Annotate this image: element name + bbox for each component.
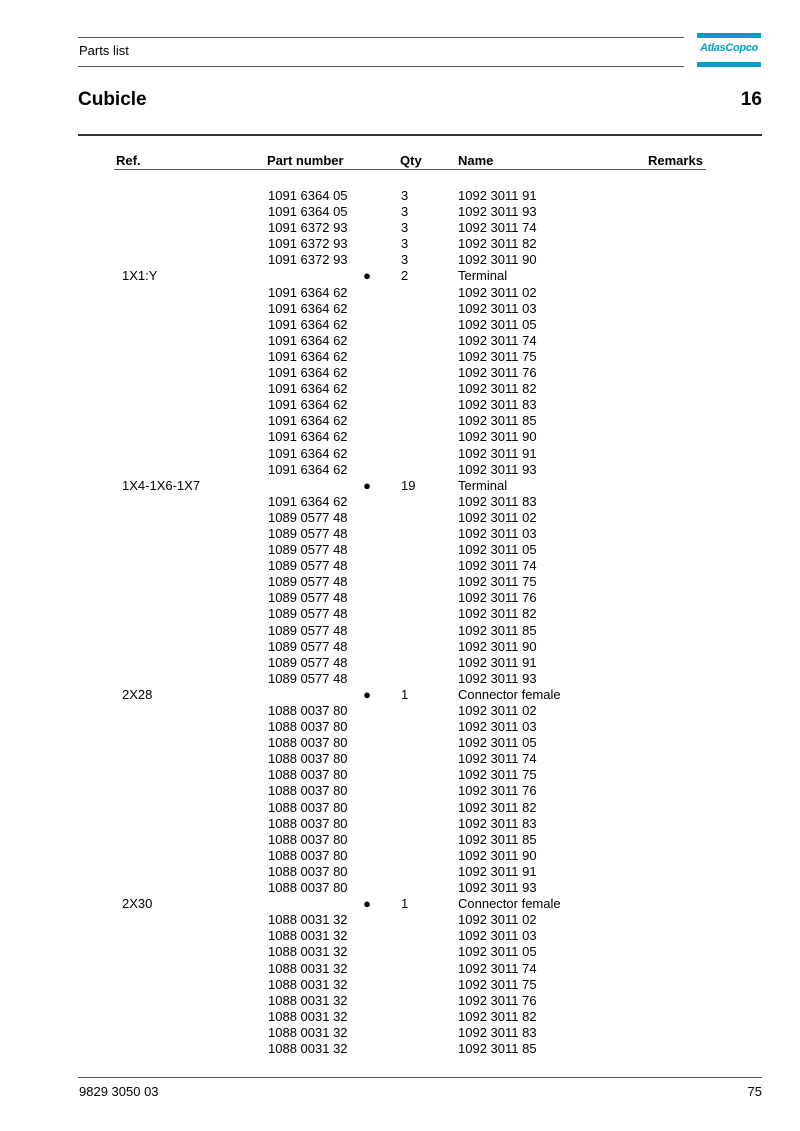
qty-cell: 3 xyxy=(401,236,409,252)
table-row xyxy=(0,558,800,574)
part-number-cell: 1088 0037 80 xyxy=(268,735,348,751)
table-row xyxy=(0,429,800,445)
name-cell: 1092 3011 05 xyxy=(458,944,537,960)
table-row xyxy=(0,301,800,317)
part-number-cell: 1088 0037 80 xyxy=(268,703,348,718)
header-top-rule xyxy=(78,37,684,38)
table-row xyxy=(0,735,800,751)
logo-text: AtlasCopco xyxy=(699,42,759,54)
name-cell: 1092 3011 02 xyxy=(458,912,537,928)
part-number-cell: 1088 0037 80 xyxy=(268,815,348,831)
part-number-cell: 1088 0037 80 xyxy=(268,783,348,799)
table-row xyxy=(0,510,800,526)
name-cell: 1092 3011 76 xyxy=(458,365,537,381)
name-cell: 1092 3011 82 xyxy=(458,381,537,397)
part-number-cell: 1088 0031 32 xyxy=(268,1024,348,1040)
table-row xyxy=(0,462,800,478)
part-number-cell: 1088 0037 80 xyxy=(268,880,348,896)
table-row xyxy=(0,285,800,301)
name-cell: 1092 3011 05 xyxy=(458,735,537,751)
qty-cell: 1 xyxy=(401,896,409,912)
page-title: Cubicle xyxy=(78,89,147,110)
name-cell: 1092 3011 90 xyxy=(458,429,537,445)
name-cell: Terminal xyxy=(458,477,508,493)
name-cell: 1092 3011 05 xyxy=(458,316,537,332)
part-number-cell: 1089 0577 48 xyxy=(268,509,348,525)
name-cell: 1092 3011 76 xyxy=(458,783,537,799)
table-row xyxy=(0,478,800,494)
table-row xyxy=(0,655,800,671)
table-row xyxy=(0,623,800,639)
name-cell: 1092 3011 82 xyxy=(458,236,537,252)
name-cell: 1092 3011 76 xyxy=(458,992,537,1008)
part-number-cell: 1091 6364 62 xyxy=(268,365,348,381)
table-row xyxy=(0,880,800,896)
part-number-cell: 1088 0037 80 xyxy=(268,751,348,767)
name-cell: 1092 3011 83 xyxy=(458,1024,537,1040)
table-row xyxy=(0,928,800,944)
part-number-cell: 1089 0577 48 xyxy=(268,638,348,654)
table-row xyxy=(0,446,800,462)
name-cell: 1092 3011 74 xyxy=(458,332,537,348)
table-row xyxy=(0,993,800,1009)
part-number-cell: 1088 0037 80 xyxy=(268,719,348,735)
table-row xyxy=(0,1009,800,1025)
part-number-cell: 1091 6364 05 xyxy=(268,188,348,203)
name-cell: 1092 3011 74 xyxy=(458,960,537,976)
table-row xyxy=(0,1025,800,1041)
table-row xyxy=(0,333,800,349)
table-row xyxy=(0,912,800,928)
part-number-cell: 1091 6364 62 xyxy=(268,284,348,300)
column-header-remarks: Remarks xyxy=(648,153,703,168)
name-cell: 1092 3011 02 xyxy=(458,703,537,718)
table-row xyxy=(0,413,800,429)
ref-cell: 2X28 xyxy=(122,686,153,702)
name-cell: 1092 3011 75 xyxy=(458,767,537,783)
table-row xyxy=(0,220,800,236)
ref-cell: 1X1:Y xyxy=(122,268,158,284)
table-row xyxy=(0,687,800,703)
section-number: 16 xyxy=(740,89,762,110)
header-bottom-rule xyxy=(78,66,684,67)
qty-cell: 3 xyxy=(401,252,409,268)
qty-cell: 2 xyxy=(401,268,409,284)
table-row xyxy=(0,1041,800,1057)
table-row xyxy=(0,703,800,719)
part-number-cell: 1089 0577 48 xyxy=(268,654,348,670)
footer-rule xyxy=(78,1077,762,1078)
table-row xyxy=(0,800,800,816)
name-cell: 1092 3011 83 xyxy=(458,493,537,509)
table-row xyxy=(0,767,800,783)
part-number-cell: 1089 0577 48 xyxy=(268,574,348,590)
table-row xyxy=(0,349,800,365)
name-cell: 1092 3011 02 xyxy=(458,284,537,300)
part-number-cell: 1088 0031 32 xyxy=(268,1008,348,1024)
name-cell: 1092 3011 85 xyxy=(458,1040,537,1056)
part-number-cell: 1088 0031 32 xyxy=(268,1040,348,1056)
part-number-cell: 1089 0577 48 xyxy=(268,590,348,606)
table-row xyxy=(0,783,800,799)
name-cell: 1092 3011 03 xyxy=(458,928,537,944)
name-cell: 1092 3011 75 xyxy=(458,574,537,590)
name-cell: 1092 3011 91 xyxy=(458,863,537,879)
name-cell: 1092 3011 82 xyxy=(458,799,537,815)
table-row xyxy=(0,977,800,993)
column-header-rule xyxy=(114,169,706,170)
part-number-cell: 1091 6364 62 xyxy=(268,445,348,461)
part-number-cell: 1091 6364 62 xyxy=(268,413,348,429)
name-cell: 1092 3011 91 xyxy=(458,445,537,461)
name-cell: 1092 3011 90 xyxy=(458,847,537,863)
table-row xyxy=(0,896,800,912)
name-cell: 1092 3011 74 xyxy=(458,558,537,574)
part-number-cell: 1089 0577 48 xyxy=(268,542,348,558)
part-number-cell: 1091 6364 62 xyxy=(268,348,348,364)
part-number-cell: 1088 0031 32 xyxy=(268,928,348,944)
qty-cell: 3 xyxy=(401,204,409,220)
table-row xyxy=(0,268,800,284)
table-row xyxy=(0,671,800,687)
qty-cell: 19 xyxy=(401,477,416,493)
part-number-cell: 1088 0037 80 xyxy=(268,863,348,879)
part-number-cell: 1088 0037 80 xyxy=(268,847,348,863)
table-row xyxy=(0,204,800,220)
table-row xyxy=(0,526,800,542)
table-row xyxy=(0,944,800,960)
name-cell: 1092 3011 93 xyxy=(458,204,537,220)
parts-table xyxy=(0,188,800,1057)
table-row xyxy=(0,365,800,381)
table-row xyxy=(0,719,800,735)
name-cell: Connector female xyxy=(458,896,561,912)
part-number-cell: 1091 6364 62 xyxy=(268,429,348,445)
part-number-cell: 1088 0031 32 xyxy=(268,992,348,1008)
part-number-cell: 1088 0031 32 xyxy=(268,944,348,960)
name-cell: 1092 3011 93 xyxy=(458,670,537,686)
bullet-icon: ● xyxy=(363,686,371,702)
table-row xyxy=(0,832,800,848)
part-number-cell: 1091 6364 62 xyxy=(268,381,348,397)
part-number-cell: 1091 6364 62 xyxy=(268,493,348,509)
part-number-cell: 1088 0037 80 xyxy=(268,799,348,815)
part-number-cell: 1091 6364 62 xyxy=(268,316,348,332)
table-row xyxy=(0,252,800,268)
name-cell: 1092 3011 75 xyxy=(458,976,537,992)
part-number-cell: 1091 6364 62 xyxy=(268,300,348,316)
part-number-cell: 1089 0577 48 xyxy=(268,525,348,541)
name-cell: 1092 3011 03 xyxy=(458,300,537,316)
table-row xyxy=(0,751,800,767)
table-row xyxy=(0,542,800,558)
part-number-cell: 1088 0031 32 xyxy=(268,960,348,976)
part-number-cell: 1091 6372 93 xyxy=(268,252,348,268)
table-row xyxy=(0,606,800,622)
ref-cell: 2X30 xyxy=(122,896,153,912)
name-cell: 1092 3011 91 xyxy=(458,654,537,670)
table-row xyxy=(0,494,800,510)
part-number-cell: 1088 0037 80 xyxy=(268,767,348,783)
name-cell: 1092 3011 75 xyxy=(458,348,537,364)
name-cell: 1092 3011 93 xyxy=(458,880,537,896)
name-cell: 1092 3011 90 xyxy=(458,638,537,654)
part-number-cell: 1091 6364 05 xyxy=(268,204,348,220)
part-number-cell: 1089 0577 48 xyxy=(268,670,348,686)
part-number-cell: 1091 6364 62 xyxy=(268,461,348,477)
part-number-cell: 1089 0577 48 xyxy=(268,622,348,638)
part-number-cell: 1091 6364 62 xyxy=(268,397,348,413)
document-number: 9829 3050 03 xyxy=(79,1084,159,1099)
part-number-cell: 1089 0577 48 xyxy=(268,558,348,574)
table-row xyxy=(0,961,800,977)
name-cell: 1092 3011 76 xyxy=(458,590,537,606)
table-row xyxy=(0,188,800,204)
name-cell: 1092 3011 02 xyxy=(458,509,537,525)
part-number-cell: 1089 0577 48 xyxy=(268,606,348,622)
ref-cell: 1X4-1X6-1X7 xyxy=(122,477,201,493)
table-row xyxy=(0,381,800,397)
atlas-copco-logo xyxy=(697,33,761,67)
name-cell: 1092 3011 93 xyxy=(458,461,537,477)
bullet-icon: ● xyxy=(363,477,371,493)
table-row xyxy=(0,816,800,832)
table-row xyxy=(0,397,800,413)
header-section-label: Parts list xyxy=(79,43,129,58)
qty-cell: 3 xyxy=(401,188,409,203)
title-rule xyxy=(78,134,762,136)
column-header-qty: Qty xyxy=(400,153,422,168)
table-row xyxy=(0,236,800,252)
part-number-cell: 1088 0031 32 xyxy=(268,976,348,992)
part-number-cell: 1091 6364 62 xyxy=(268,332,348,348)
name-cell: 1092 3011 83 xyxy=(458,815,537,831)
name-cell: 1092 3011 74 xyxy=(458,751,537,767)
table-row xyxy=(0,864,800,880)
name-cell: 1092 3011 03 xyxy=(458,525,537,541)
table-row xyxy=(0,317,800,333)
part-number-cell: 1088 0031 32 xyxy=(268,912,348,928)
name-cell: 1092 3011 91 xyxy=(458,188,537,203)
bullet-icon: ● xyxy=(363,268,371,284)
part-number-cell: 1091 6372 93 xyxy=(268,220,348,236)
name-cell: Connector female xyxy=(458,686,561,702)
table-row xyxy=(0,639,800,655)
column-header-part-number: Part number xyxy=(267,153,344,168)
name-cell: 1092 3011 74 xyxy=(458,220,537,236)
table-row xyxy=(0,848,800,864)
table-row xyxy=(0,590,800,606)
name-cell: 1092 3011 05 xyxy=(458,542,537,558)
name-cell: 1092 3011 83 xyxy=(458,397,537,413)
name-cell: 1092 3011 82 xyxy=(458,606,537,622)
name-cell: 1092 3011 82 xyxy=(458,1008,537,1024)
qty-cell: 1 xyxy=(401,686,409,702)
name-cell: 1092 3011 90 xyxy=(458,252,537,268)
table-row xyxy=(0,574,800,590)
name-cell: Terminal xyxy=(458,268,508,284)
logo-bottom-bar xyxy=(697,62,761,67)
column-header-name: Name xyxy=(458,153,494,168)
name-cell: 1092 3011 85 xyxy=(458,831,537,847)
name-cell: 1092 3011 85 xyxy=(458,622,537,638)
part-number-cell: 1091 6372 93 xyxy=(268,236,348,252)
logo-top-bar xyxy=(697,33,761,38)
page-number: 75 xyxy=(747,1084,762,1099)
name-cell: 1092 3011 03 xyxy=(458,719,537,735)
qty-cell: 3 xyxy=(401,220,409,236)
part-number-cell: 1088 0037 80 xyxy=(268,831,348,847)
name-cell: 1092 3011 85 xyxy=(458,413,537,429)
column-header-ref: Ref. xyxy=(116,153,141,168)
bullet-icon: ● xyxy=(363,896,371,912)
